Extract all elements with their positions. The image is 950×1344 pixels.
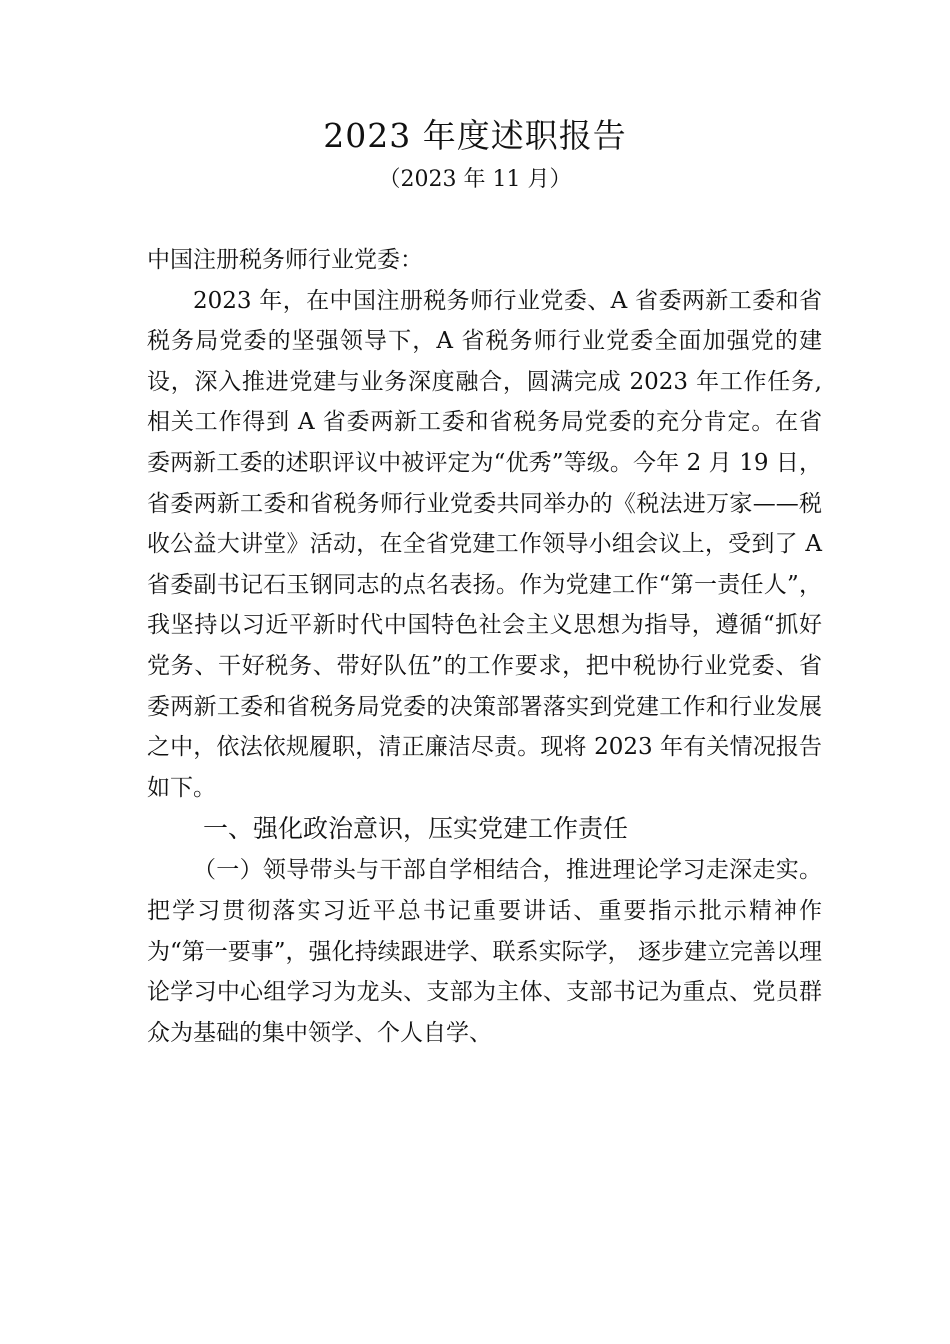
paragraph-intro: 2023 年，在中国注册税务师行业党委、A 省委两新工委和省税务局党委的坚强领导下，A 省税务师行业党委全面加强党的建设，深入推进党建与业务深度融合，圆满完成 2023 年工作任务,相关工作得到 A 省委两新工委和省税务局党委的充分肯定。在省委两新工委的述职评议中被评定为“优秀”等级。今年 2 月 19 日，省委两新工委和省税务师行业党委共同举办的《税法进万家——税收公益大讲堂》活动，在全省党建工作领导小组会议上，受到了 A 省委副书记石玉钢同志的点名表扬。作为党建工作“第一责任人”，我坚持以习近平新时代中国特色社会主义思想为指导，遵循“抓好党务、干好税务、带好队伍”的工作要求，把中税协行业党委、省委两新工委和省税务局党委的决策部署落实到党建工作和行业发展之中，依法依规履职，清正廉洁尽责。现将 2023 年有关情况报告如下。 — [147, 287, 822, 801]
document-date: （2023 年 11 月） — [378, 167, 572, 192]
document-title: 2023 年度述职报告 — [323, 116, 627, 155]
salutation: 中国注册税务师行业党委： — [147, 247, 423, 273]
section-heading: 一、强化政治意识，压实党建工作责任 — [203, 814, 629, 844]
document-body — [147, 240, 822, 1053]
paragraph-section-1-item-1: （一）领导带头与干部自学相结合，推进理论学习走深走实。把学习贯彻落实习近平总书记重要讲话、重要指示批示精神作为“第一要事”，强化持续跟进学、联系实际学， 逐步建立完善以理论学习中心组学习为龙头、支部为主体、支部书记为重点、党员群众为基础的集中领学、个人自学、 — [147, 857, 822, 1046]
